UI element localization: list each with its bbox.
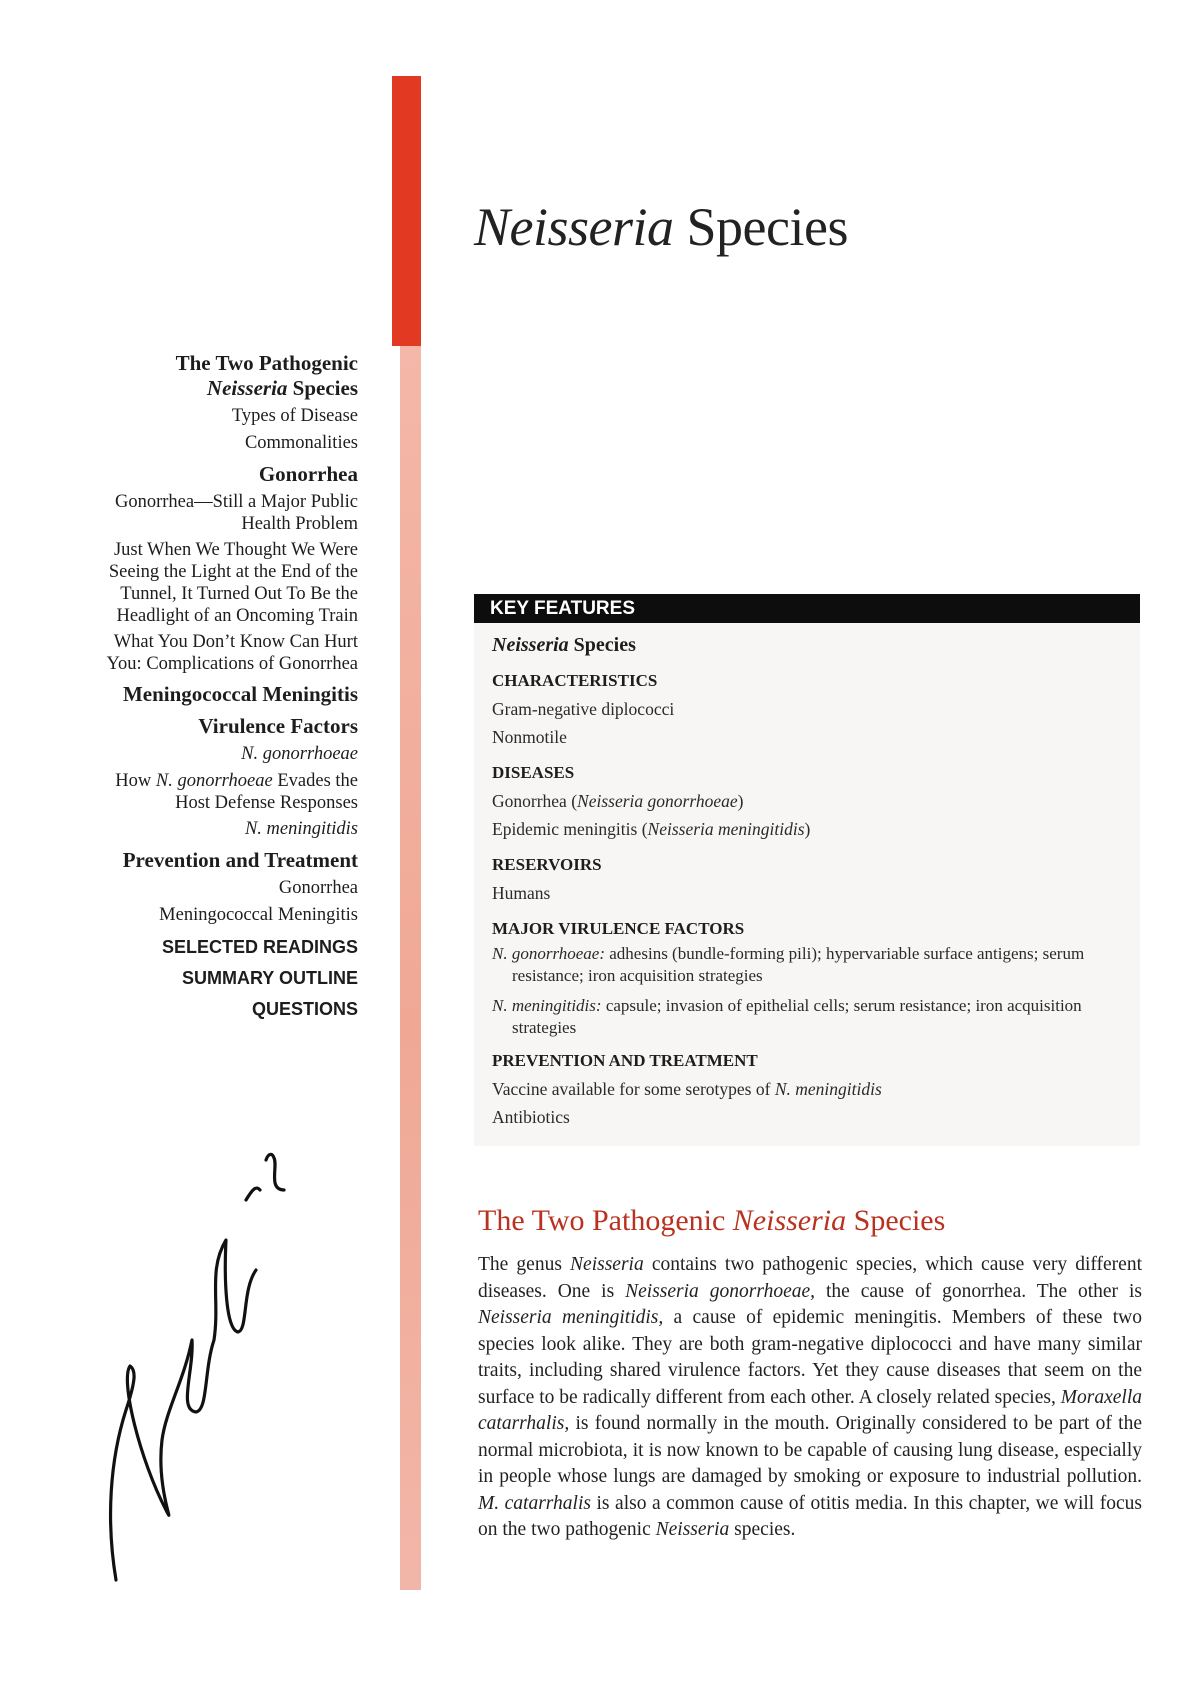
prevention-item <box>492 1075 1112 1103</box>
kf-title-rest: Species <box>568 634 636 656</box>
toc-item-prevention-meningitis[interactable]: Meningococcal Meningitis <box>159 905 358 925</box>
kf-text: Vaccine available for some serotypes of <box>492 1079 775 1099</box>
chapter-title-rest: Species <box>673 197 848 257</box>
toc-item-commonalities[interactable]: Commonalities <box>244 433 358 453</box>
section-title-italic: Neisseria <box>732 1204 847 1237</box>
kf-text: Epidemic meningitis ( <box>492 819 648 839</box>
chapter-accent-bar <box>392 76 421 346</box>
kf-text: capsule; invasion of epithelial cells; serum resistance; iron acquisition strategies <box>512 996 1082 1037</box>
characteristic-item: Nonmotile <box>492 727 567 747</box>
signature-stroke <box>111 1154 284 1580</box>
paragraph-text: contains two pathogenic species, which cause very different diseases. One is <box>478 1254 1142 1302</box>
paragraph-text: species. <box>729 1519 796 1540</box>
paragraph-italic: Neisseria <box>570 1254 644 1275</box>
toc-text: Tunnel, It Turned Out To Be the <box>120 584 358 604</box>
kf-text-italic: N. gonorrhoeae: <box>492 944 606 963</box>
disease-item <box>492 815 1112 843</box>
chapter-title <box>474 196 848 258</box>
paragraph-italic: Neisseria gonorrhoeae, <box>625 1280 816 1302</box>
disease-item <box>492 787 1112 815</box>
toc-item-virulence-factors[interactable]: Virulence Factors <box>198 714 358 738</box>
kf-text-italic: N. meningitidis: <box>492 996 602 1015</box>
paragraph-text: is also a common cause of otitis media. In this chapter, we will focus on the two pathogenic <box>478 1492 1142 1540</box>
toc-item-selected-readings[interactable]: SELECTED READINGS <box>161 937 358 957</box>
kf-text: adhesins (bundle-forming pili); hypervariable surface antigens; serum resistance; iron acquisition strategies <box>512 944 1085 985</box>
virulence-item <box>492 995 1112 1039</box>
chapter-contents <box>38 344 358 1020</box>
virulence-heading: MAJOR VIRULENCE FACTORS <box>492 919 745 938</box>
toc-text: Host Defense Responses <box>175 793 358 813</box>
kf-text-italic: Neisseria meningitidis <box>647 819 805 839</box>
toc-text: Evades the <box>272 771 358 791</box>
section-paragraph <box>478 1252 1142 1544</box>
kf-text-italic: Neisseria gonorrhoeae <box>577 791 738 811</box>
prevention-heading: PREVENTION AND TREATMENT <box>492 1051 758 1070</box>
paragraph-text: The genus <box>478 1254 571 1275</box>
toc-text: Gonorrhea—Still a Major Public <box>114 492 358 512</box>
handwritten-signature <box>96 1040 296 1600</box>
reservoirs-heading: RESERVOIRS <box>492 855 602 874</box>
key-features-content <box>492 634 1112 1131</box>
chapter-accent-bar-faded <box>400 346 421 1590</box>
toc-text: The Two Pathogenic <box>175 351 358 375</box>
toc-text: You: Complications of Gonorrhea <box>106 654 358 674</box>
key-features-title <box>492 634 1112 657</box>
kf-text: ) <box>804 819 811 839</box>
paragraph-text: the cause of gonorrhea. The other is <box>815 1280 1142 1302</box>
paragraph-italic: M. catarrhalis <box>478 1492 591 1514</box>
paragraph-text: is found normally in the mouth. Originally considered to be part of the normal microbiota, it is now known to be capable of causing lung disease, especially in people whose lungs are damaged by smoking or exposure to industrial pollution. <box>478 1413 1142 1487</box>
toc-item-gonorrhea[interactable]: Gonorrhea <box>258 462 358 486</box>
characteristic-item: Gram-negative diplococci <box>492 699 675 719</box>
toc-text-italic: N. gonorrhoeae <box>155 771 273 791</box>
reservoir-item: Humans <box>492 883 551 903</box>
toc-item-prevention-treatment[interactable]: Prevention and Treatment <box>122 848 358 872</box>
paragraph-text: a cause of epidemic meningitis. Members of these two species look alike. They are both gram-negative diplococci and have many similar traits, including shared virulence factors. Yet they cause diseases that seem on the surface to be radically different from each other. A closely related species, <box>478 1307 1142 1408</box>
toc-text: Just When We Thought We Were <box>113 540 358 560</box>
prevention-item: Antibiotics <box>492 1107 570 1127</box>
toc-text: Seeing the Light at the End of the <box>108 562 358 582</box>
chapter-title-italic: Neisseria <box>474 197 674 257</box>
paragraph-italic: Neisseria meningitidis, <box>478 1307 664 1328</box>
toc-text-italic: Neisseria <box>206 376 288 400</box>
toc-item-public-health-problem[interactable] <box>38 491 358 535</box>
key-features-header: KEY FEATURES <box>474 594 1140 623</box>
toc-item-n-meningitidis[interactable]: N. meningitidis <box>244 819 358 839</box>
virulence-item <box>492 943 1112 987</box>
paragraph-italic: Neisseria <box>655 1519 730 1540</box>
toc-item-meningococcal-meningitis[interactable]: Meningococcal Meningitis <box>122 682 358 706</box>
toc-item-two-pathogenic-species[interactable] <box>38 351 358 401</box>
toc-text: What You Don’t Know Can Hurt <box>113 632 358 652</box>
section-title-text: Species <box>846 1204 946 1237</box>
toc-text: Headlight of an Oncoming Train <box>116 606 358 626</box>
toc-item-complications[interactable] <box>38 631 358 675</box>
toc-item-prevention-gonorrhea[interactable]: Gonorrhea <box>278 878 358 898</box>
kf-title-italic: Neisseria <box>492 634 569 656</box>
kf-text-italic: N. meningitidis <box>774 1079 882 1099</box>
kf-text: ) <box>737 791 744 811</box>
diseases-heading: DISEASES <box>492 763 575 782</box>
toc-item-questions[interactable]: QUESTIONS <box>251 999 358 1019</box>
toc-item-evades-host-defense[interactable] <box>38 770 358 814</box>
kf-text: Gonorrhea ( <box>492 791 578 811</box>
paragraph-italic: Moraxella catarrhalis, <box>478 1386 1142 1434</box>
toc-item-summary-outline[interactable]: SUMMARY OUTLINE <box>181 968 358 988</box>
section-title-text: The Two Pathogenic <box>478 1204 733 1237</box>
toc-text: Species <box>287 376 358 400</box>
toc-item-types-of-disease[interactable]: Types of Disease <box>231 406 358 426</box>
toc-text: How <box>115 771 156 791</box>
section-title <box>478 1204 945 1238</box>
toc-text: Health Problem <box>241 514 358 534</box>
toc-item-n-gonorrhoeae[interactable]: N. gonorrhoeae <box>241 744 358 764</box>
toc-item-oncoming-train[interactable] <box>38 539 358 627</box>
characteristics-heading: CHARACTERISTICS <box>492 671 658 690</box>
